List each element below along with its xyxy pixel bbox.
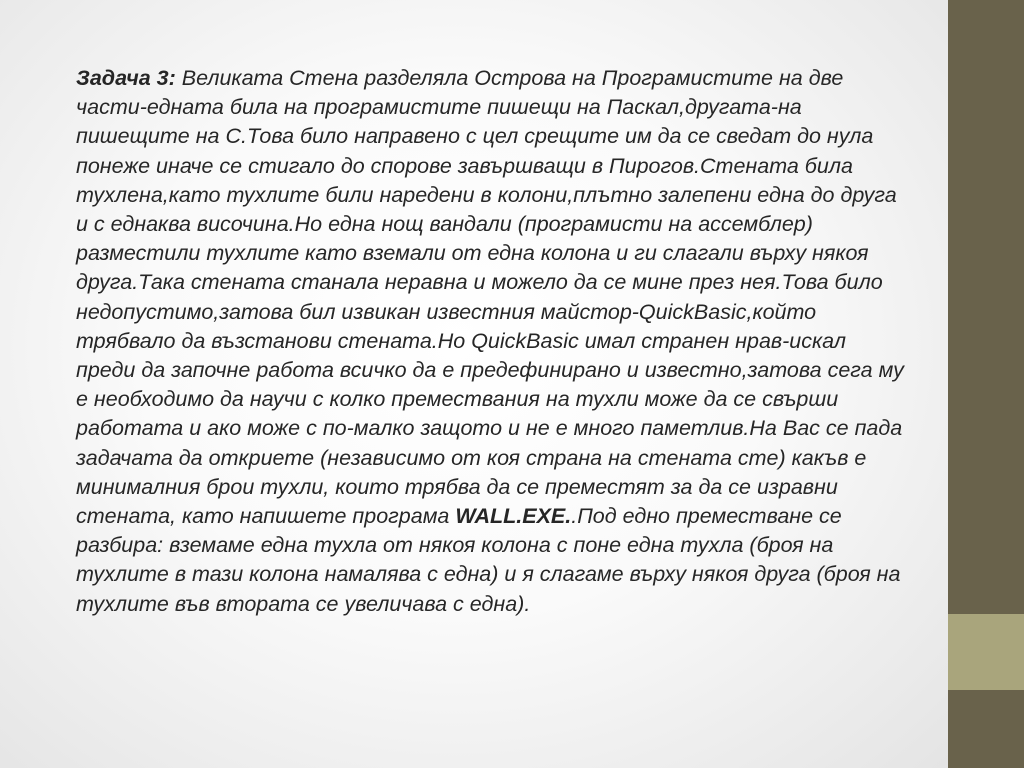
task-label: Задача 3: <box>76 66 176 90</box>
sidebar-accent-band <box>948 614 1024 690</box>
task-outro-text: .Под едно преместване се разбира: вземаме една тухла от някоя колона с поне една тухла (броя на тухлите в тази колона намалява с една) и я слагаме върху някоя друга (броя на тухлите във втората се увеличава с една). <box>76 504 901 616</box>
task-text <box>76 64 906 619</box>
task-intro-text: Великата Стена разделяла Острова на Програмистите на две части-едната била на програмистите пишещи на Паскал,другата-на пишещите на С.Това било направено с цел срещите им да се сведат до нула понеже иначе се стигало до спорове завършващи в Пирогов.Стената била тухлена,като тухлите били наредени в колони,плътно залепени една до друга и с еднаква височина.Но една нощ вандали (програмисти на ассемблер) разместили тухлите като вземали от една колона и ги слагали върху някоя друга.Така стената станала неравна и можело да се мине през нея.Това било недопустимо,затова бил извикан известния майстор-QuickBasic,който трябвало да възстанови стената.Но QuickBasic имал странен нрав-искал преди да започне работа всичко да е предефинирано и известно,затова сега му е необходимо да научи с колко премествания на тухли може да се свърши работата и ако може с по-малко защото и не е много паметлив.На Вас се пада задачата да откриете (независимо от коя страна на стената сте) какъв е минималния брои тухли, които трябва да се преместят за да се изравни стената, като напишете програма <box>76 66 904 529</box>
program-name: WALL.EXE. <box>455 504 572 529</box>
